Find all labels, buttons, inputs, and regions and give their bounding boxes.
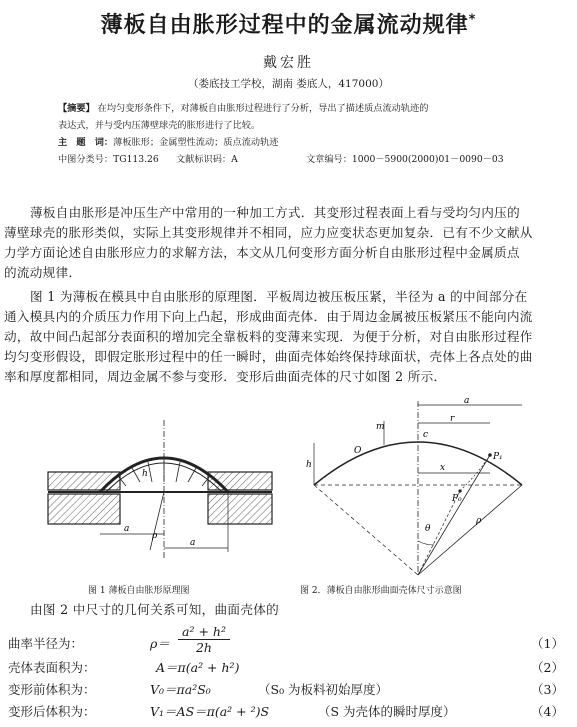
article-number: 文章编号：1000－5900(2000)01－0090－03 (306, 154, 504, 165)
body-p1-line-1: 薄板自由胀形是冲压生产中常用的一种加工方式．其变形过程表面上看与受均匀内压的 (30, 205, 520, 220)
abstract-line-2: 表达式，并与受内压薄壁球壳的胀形进行了比较。 (58, 120, 261, 131)
body-p1-line-4: 的流动规律． (4, 265, 82, 280)
equation-1-lhs: ρ＝ (150, 636, 170, 651)
fig2-label-r: r (450, 414, 455, 424)
equation-1-number: （1） (531, 636, 564, 651)
fig2-label-theta: θ (425, 524, 431, 534)
fig2-label-a: a (464, 396, 470, 406)
fig1-label-a-right: a (190, 538, 196, 548)
figure-1-caption: 图 1 薄板自由胀形原理图 (88, 586, 190, 596)
clc-number: 中图分类号：TG113.26 (58, 154, 159, 165)
fig2-label-rho: ρ (476, 516, 482, 526)
equation-2-number: （2） (531, 660, 564, 675)
author-affiliation: （娄底技工学校，湖南 娄底人，417000） (188, 78, 389, 90)
fig2-label-h: h (306, 460, 312, 470)
figure-2-caption: 图 2．薄板自由胀形曲面壳体尺寸示意图 (300, 586, 462, 596)
keywords-label: 主 题 词： (58, 137, 114, 148)
fig1-label-rho: ρ (152, 531, 158, 541)
body-p2-line-3: 动，故中间凸起部分表面积的增加完全靠板料的变薄来实现．为便于分析，对自由胀形过程作 (4, 329, 533, 344)
equation-3-label: 变形前体积为： (8, 682, 96, 697)
equation-1 (8, 624, 564, 656)
equation-3 (8, 680, 564, 700)
body-p1-line-2: 薄壁球壳的胀形类似，实际上其变形规律并不相同，应力应变状态更加复杂．已有不少文献从 (4, 225, 533, 240)
classification-line (58, 152, 542, 168)
fig2-label-c: c (423, 430, 429, 440)
lower-die-left (48, 494, 120, 524)
abstract-line-1: 【摘要】 在均匀变形条件下，对薄板自由胀形过程进行了分析，导出了描述质点流动轨迹的 (58, 103, 429, 114)
body-p2-line-2: 通入模具内的介质压力作用下向上凸起，形成曲面壳体．由于周边金属被压板紧压不能向内流 (4, 309, 533, 324)
equation-4-number: （4） (531, 704, 564, 719)
equation-3-formula: V₀＝πa²S₀ (150, 682, 211, 697)
fig2-label-x: x (440, 463, 446, 473)
equation-1-denominator: 2h (195, 640, 212, 655)
equation-4-formula: V₁＝AS＝π(a² + ²)S (150, 704, 270, 719)
equation-1-numerator: a² + h² (178, 624, 230, 640)
equation-1-label: 曲率半径为： (8, 636, 84, 651)
fig2-label-P1: P₁ (493, 452, 503, 462)
equation-2-formula: A＝π(a² + h²) (156, 660, 240, 675)
fig2-label-P0: P₀ (452, 494, 462, 504)
fig1-label-a-left: a (124, 524, 130, 534)
lower-die-right (208, 494, 272, 524)
body-p2-line-4: 均匀变形假设，即假定胀形过程中的任一瞬时，曲面壳体始终保持球面状，壳体上各点处的曲 (4, 349, 533, 364)
fig2-label-m: m (376, 422, 385, 432)
title-footnote-mark: * (468, 12, 477, 28)
abstract-label: 【摘要】 (58, 103, 95, 114)
equation-4 (8, 702, 564, 722)
body-p3: 由图 2 中尺寸的几何关系可知，曲面壳体的 (30, 602, 280, 617)
document-code: 文献标识码：A (176, 154, 238, 165)
equation-1-fraction (178, 624, 230, 655)
body-p2-line-5: 率和厚度都相同，周边金属不参与变形．变形后曲面壳体的尺寸如图 2 所示． (4, 369, 447, 384)
equation-3-number: （3） (531, 682, 564, 697)
fig1-label-h: h (142, 469, 148, 479)
equation-2 (8, 658, 564, 678)
equation-4-note: （S 为壳体的瞬时厚度） (318, 704, 456, 719)
body-p1-line-3: 力学方面论述自由胀形应力的求解方法，本文从几何变形方面分析自由胀形过程中金属质点 (4, 245, 520, 260)
equation-4-label: 变形后体积为： (8, 704, 96, 719)
keywords-line: 主 题 词：薄板胀形；金属塑性流动；质点流动轨迹 (58, 137, 279, 148)
fig2-label-O: O (354, 446, 362, 456)
paper-title: 薄板自由胀形过程中的金属流动规律* (100, 12, 477, 38)
equation-3-note: （S₀ 为板料初始厚度） (258, 682, 389, 697)
figure-1-diagram (40, 410, 280, 575)
equation-2-label: 壳体表面积为： (8, 660, 96, 675)
figure-2-diagram (300, 393, 540, 583)
author-name: 戴宏胜 (263, 55, 314, 71)
body-p2-line-1: 图 1 为薄板在模具中自由胀形的原理图．平板周边被压板压紧，半径为 a 的中间部分在 (30, 289, 528, 304)
